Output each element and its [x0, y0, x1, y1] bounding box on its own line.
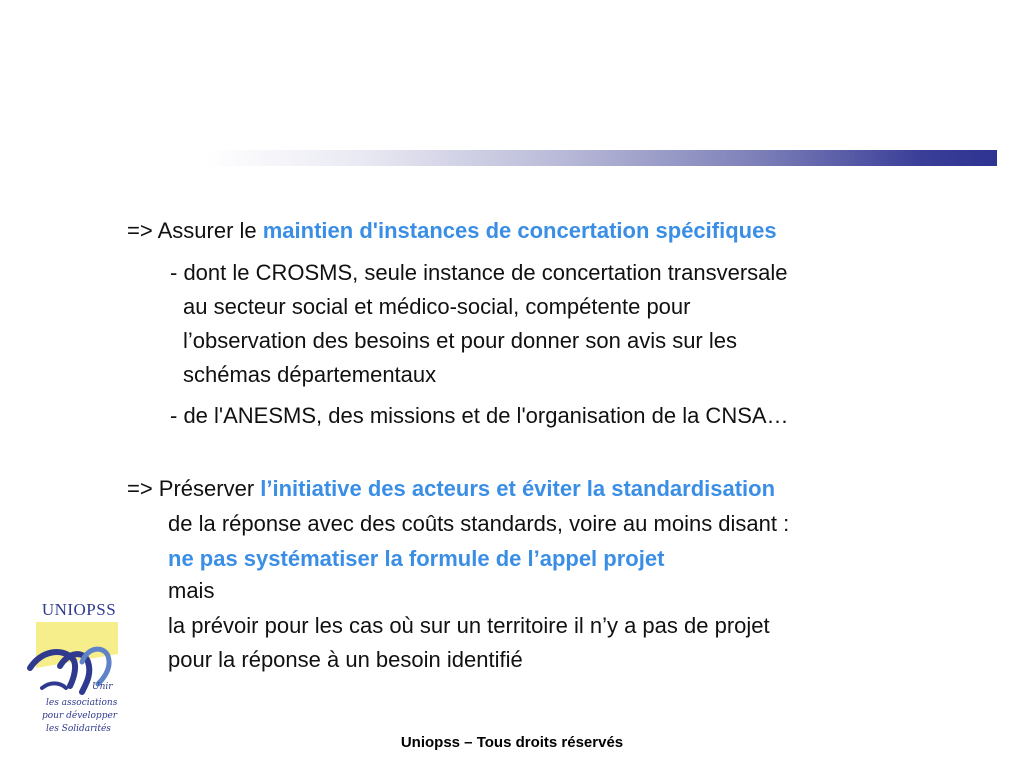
bullet-1	[127, 218, 777, 244]
bullet-2-line-2: de la réponse avec des coûts standards, voire au moins disant :	[168, 511, 790, 536]
logo-tagline-2: les associations	[46, 698, 118, 708]
logo-name: UNIOPSS	[41, 600, 117, 619]
uniopss-logo	[22, 598, 132, 748]
bullet-2-line-6: pour la réponse à un besoin identifié	[168, 647, 523, 672]
bullet-2-line-5: la prévoir pour les cas où sur un territoire il n’y a pas de projet	[168, 613, 770, 638]
logo-tagline-3: pour développer	[42, 711, 118, 721]
bullet-1-sub-2: - de l'ANESMS, des missions et de l'organisation de la CNSA…	[170, 403, 789, 428]
bullet-2	[127, 476, 775, 502]
logo-tagline-4: les Solidarités	[46, 724, 111, 734]
bullet-2-highlight: l’initiative des acteurs et éviter la standardisation	[260, 476, 776, 501]
bullet-1-sub-1-line-2: au secteur social et médico-social, compétente pour	[183, 294, 691, 319]
bullet-1-sub-1-line-3: l’observation des besoins et pour donner son avis sur les	[183, 328, 737, 353]
footer-copyright: Uniopss – Tous droits réservés	[400, 734, 624, 751]
bullet-2-line-4: mais	[168, 578, 215, 603]
bullet-2-line-3-highlight: ne pas systématiser la formule de l’appel projet	[168, 546, 665, 571]
bullet-1-prefix: => Assurer le	[127, 218, 263, 243]
logo-tagline-1: Unir	[92, 682, 113, 692]
bullet-1-sub-1-line-4: schémas départementaux	[183, 362, 437, 387]
bullet-2-prefix: => Préserver	[127, 476, 261, 501]
bullet-1-highlight: maintien d'instances de concertation spécifiques	[262, 218, 777, 243]
bullet-1-sub-1-line-1: - dont le CROSMS, seule instance de concertation transversale	[170, 260, 788, 285]
